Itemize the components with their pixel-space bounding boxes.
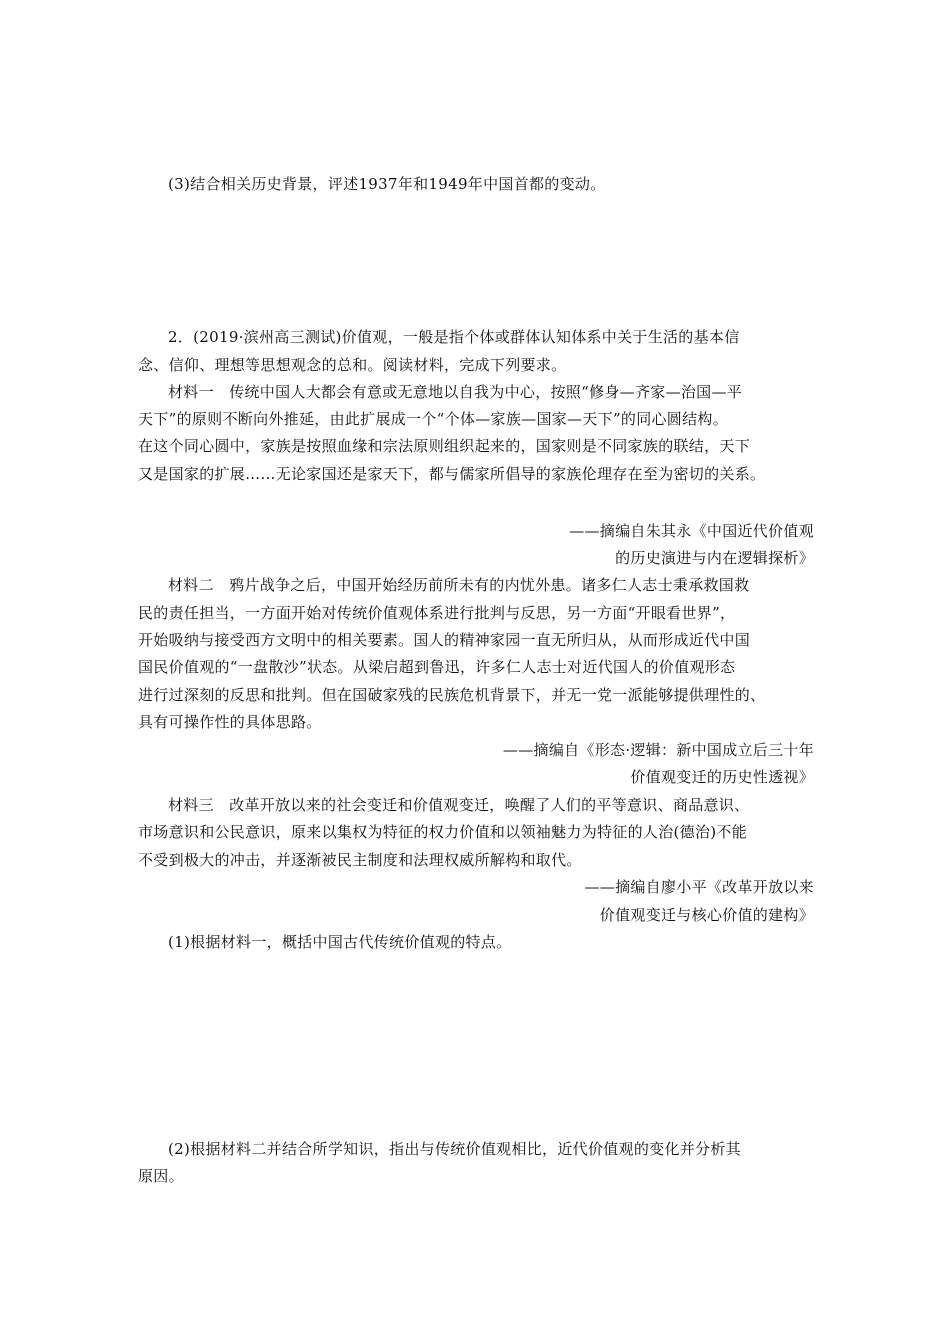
material-1-line: 在这个同心圆中，家族是按照血缘和宗法原则组织起来的，国家则是不同家族的联结，天下 [138, 437, 751, 455]
material-2-line: 开始吸纳与接受西方文明中的相关要素。国人的精神家园一直无所归从，从而形成近代中国 [138, 631, 751, 649]
material-2-line: 进行过深刻的反思和批判。但在国破家残的民族危机背景下，并无一党一派能够提供理性的、 [138, 686, 766, 704]
question-2-stem-line-2: 念、信仰、理想等思想观念的总和。阅读材料，完成下列要求。 [138, 356, 567, 374]
material-3-line: 不受到极大的冲击，并逐渐被民主制度和法理权威所解构和取代。 [138, 851, 582, 869]
material-1-source-line: 的历史演进与内在逻辑探析》 [615, 549, 814, 567]
material-2-source-line: 价值观变迁的历史性透视》 [630, 768, 814, 786]
material-3-source-line: ——摘编自廖小平《改革开放以来 [584, 878, 814, 896]
question-2-part-2-line-1: (2)根据材料二并结合所学知识，指出与传统价值观相比，近代价值观的变化并分析其 [168, 1140, 741, 1158]
material-1-line: 又是国家的扩展……无论家国还是家天下，都与儒家所倡导的家族伦理存在至为密切的关系。 [138, 465, 766, 483]
material-3-line: 材料三 改革开放以来的社会变迁和价值观变迁，唤醒了人们的平等意识、商品意识、 [168, 796, 750, 814]
material-2-line: 国民价值观的“一盘散沙”状态。从梁启超到鲁迅，许多仁人志士对近代国人的价值观形态 [138, 658, 736, 676]
material-3-line: 市场意识和公民意识，原来以集权为特征的权力价值和以领袖魅力为特征的人治(德治)不能 [138, 823, 748, 841]
question-2-part-2-line-2: 原因。 [138, 1167, 184, 1185]
material-1-source-line: ——摘编自朱其永《中国近代价值观 [569, 522, 814, 540]
material-2-source-line: ——摘编自《形态·逻辑：新中国成立后三十年 [502, 741, 814, 759]
material-2-line: 具有可操作性的具体思路。 [138, 713, 322, 731]
material-3-source-line: 价值观变迁与核心价值的建构》 [599, 906, 814, 924]
material-1-line: 天下”的原则不断向外推延，由此扩展成一个“个体—家族—国家—天下”的同心圆结构。 [138, 410, 729, 428]
question-1-part-3: (3)结合相关历史背景，评述1937年和1949年中国首都的变动。 [168, 175, 606, 193]
material-2-line: 材料二 鸦片战争之后，中国开始经历前所未有的内忧外患。诸多仁人志士秉承救国救 [168, 576, 750, 594]
material-1-line: 材料一 传统中国人大都会有意或无意地以自我为中心，按照“修身—齐家—治国—平 [168, 383, 743, 401]
question-2-part-1: (1)根据材料一，概括中国古代传统价值观的特点。 [168, 933, 512, 951]
question-2-stem-line-1: 2．(2019·滨州高三测试)价值观，一般是指个体或群体认知体系中关于生活的基本信 [168, 328, 740, 346]
material-2-line: 民的责任担当，一方面开始对传统价值观体系进行批判与反思，另一方面“开眼看世界”， [138, 604, 736, 622]
